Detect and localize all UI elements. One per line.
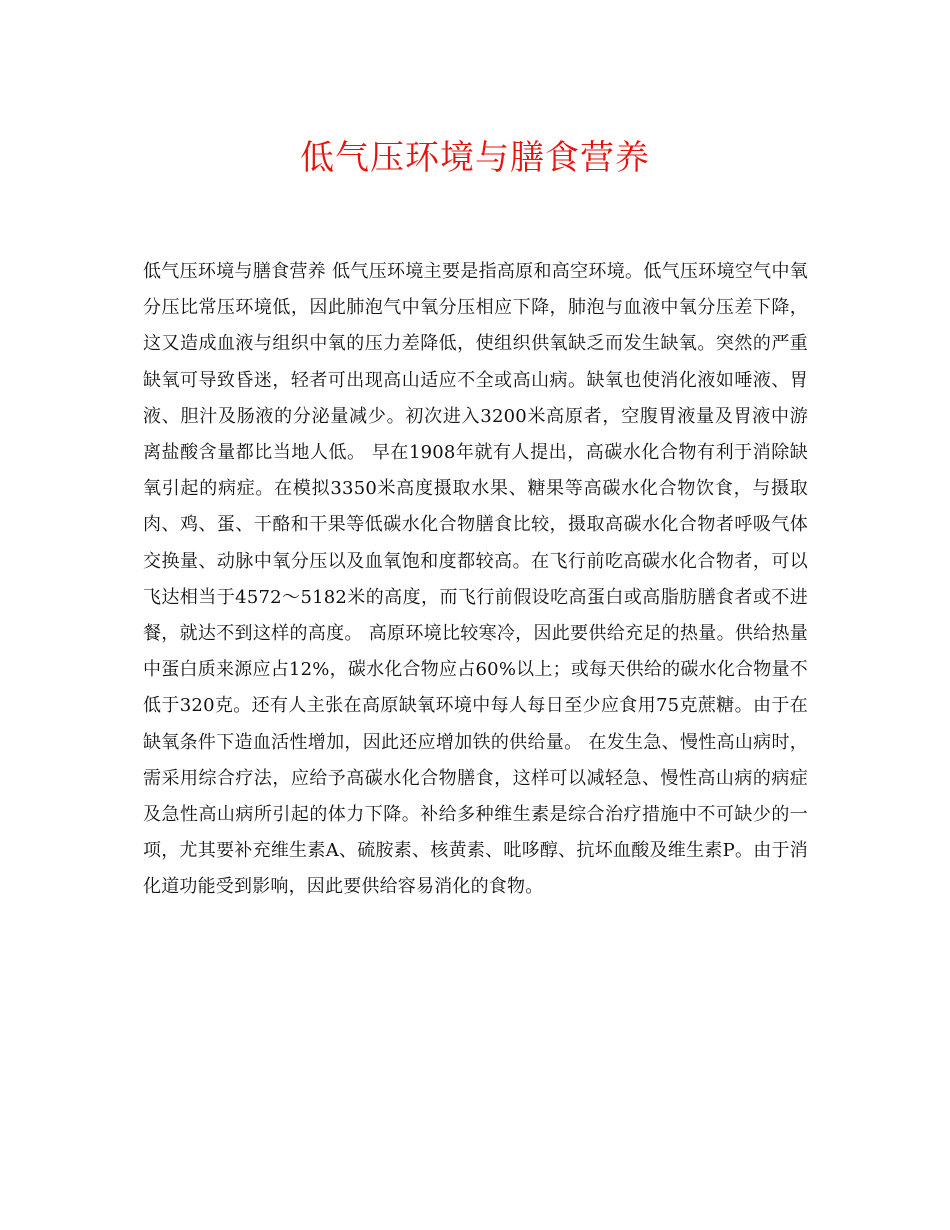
document-title: 低气压环境与膳食营养 bbox=[300, 138, 650, 178]
document-body-paragraph: 低气压环境与膳食营养 低气压环境主要是指高原和高空环境。低气压环境空气中氧分压比常压环境低，因此肺泡气中氧分压相应下降，肺泡与血液中氧分压差下降，这又造成血液与组织中氧的压力差降低，使组织供氧缺乏而发生缺氧。突然的严重缺氧可导致昏迷，轻者可出现高山适应不全或高山病。缺氧也使消化液如唾液、胃液、胆汁及肠液的分泌量减少。初次进入3200米高原者，空腹胃液量及胃液中游离盐酸含量都比当地人低。 早在1908年就有人提出，高碳水化合物有利于消除缺氧引起的病症。在模拟3350米高度摄取水果、糖果等高碳水化合物饮食，与摄取肉、鸡、蛋、干酪和干果等低碳水化合物膳食比较，摄取高碳水化合物者呼吸气体交换量、动脉中氧分压以及血氧饱和度都较高。在飞行前吃高碳水化合物者，可以飞达相当于4572～5182米的高度，而飞行前假设吃高蛋白或高脂肪膳食者或不进餐，就达不到这样的高度。 高原环境比较寒冷，因此要供给充足的热量。供给热量中蛋白质来源应占12%，碳水化合物应占60%以上；或每天供给的碳水化合物量不低于320克。还有人主张在高原缺氧环境中每人每日至少应食用75克蔗糖。由于在缺氧条件下造血活性增加，因此还应增加铁的供给量。 在发生急、慢性高山病时，需采用综合疗法，应给予高碳水化合物膳食，这样可以减轻急、慢性高山病的病症及急性高山病所引起的体力下降。补给多种维生素是综合治疗措施中不可缺少的一项，尤其要补充维生素A、硫胺素、核黄素、吡哆醇、抗坏血酸及维生素P。由于消化道功能受到影响，因此要供给容易消化的食物。 bbox=[143, 261, 808, 898]
